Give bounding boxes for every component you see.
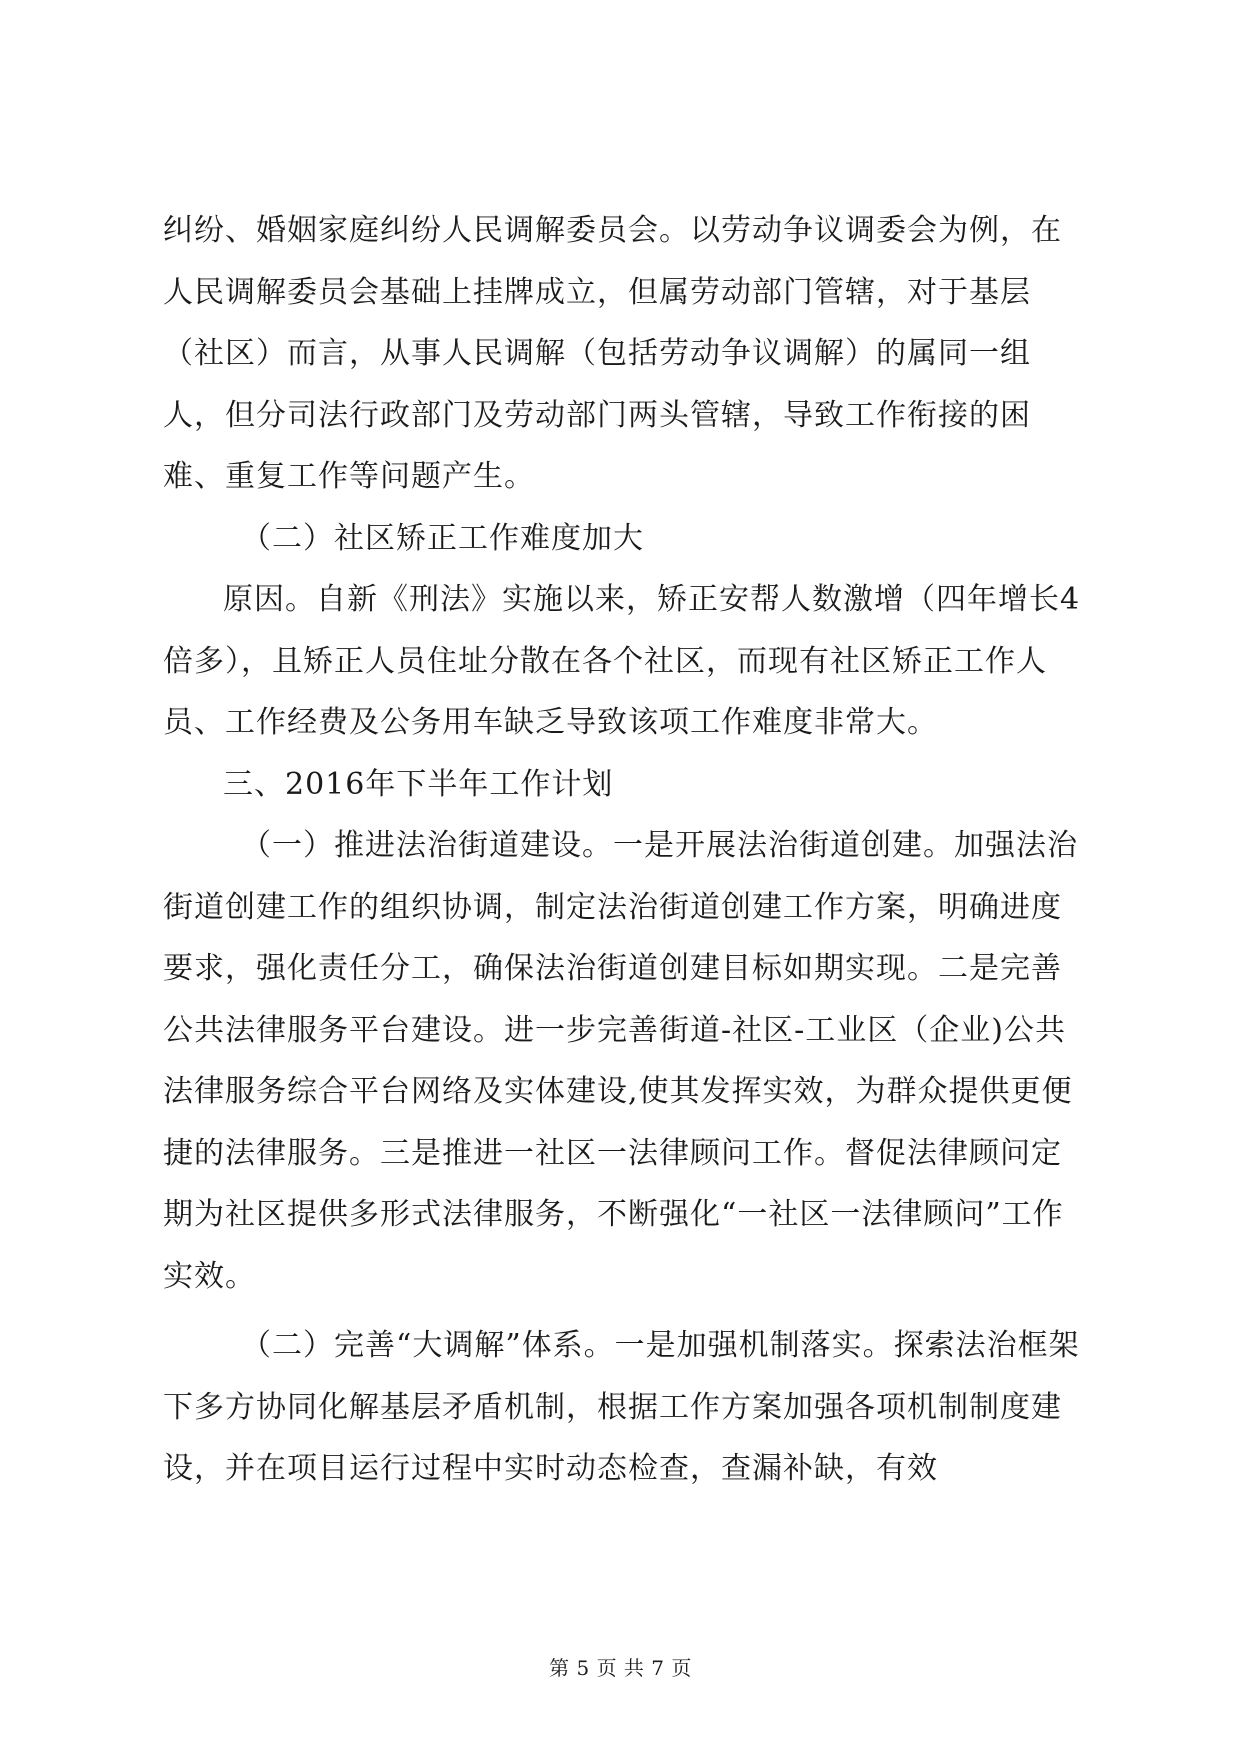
paragraph-mediation-system: （二）完善“大调解”体系。一是加强机制落实。探索法治框架下多方协同化解基层矛盾机制，根据工作方案加强各项机制制度建设，并在项目运行过程中实时动态检查，查漏补缺，有效 <box>163 1328 1080 1486</box>
paragraph-reason: 原因。自新《刑法》实施以来，矫正安帮人数激增（四年增长4倍多），且矫正人员住址分散在各个社区，而现有社区矫正工作人员、工作经费及公务用车缺乏导致该项工作难度非常大。 <box>163 582 1081 740</box>
section-heading-work-plan: 三、2016年下半年工作计划 <box>223 766 614 802</box>
document-body <box>163 200 1083 1500</box>
page-number-footer: 第 5 页 共 7 页 <box>549 1656 692 1680</box>
section-heading-community-correction: （二）社区矫正工作难度加大 <box>241 520 644 556</box>
paragraph-rule-of-law-street: （一）推进法治街道建设。一是开展法治街道创建。加强法治街道创建工作的组织协调，制定法治街道创建工作方案，明确进度要求，强化责任分工，确保法治街道创建目标如期实现。二是完善公共法律服务平台建设。进一步完善街道-社区-工业区（企业)公共法律服务综合平台网络及实体建设,使其发挥实效，为群众提供更便捷的法律服务。三是推进一社区一法律顾问工作。督促法律顾问定期为社区提供多形式法律服务，不断强化“一社区一法律顾问”工作实效。 <box>163 828 1078 1294</box>
paragraph-gap <box>163 1307 1083 1315</box>
paragraph-continuation: 纠纷、婚姻家庭纠纷人民调解委员会。以劳动争议调委会为例，在人民调解委员会基础上挂牌成立，但属劳动部门管辖，对于基层（社区）而言，从事人民调解（包括劳动争议调解）的属同一组人，但分司法行政部门及劳动部门两头管辖，导致工作衔接的困难、重复工作等问题产生。 <box>163 213 1062 494</box>
